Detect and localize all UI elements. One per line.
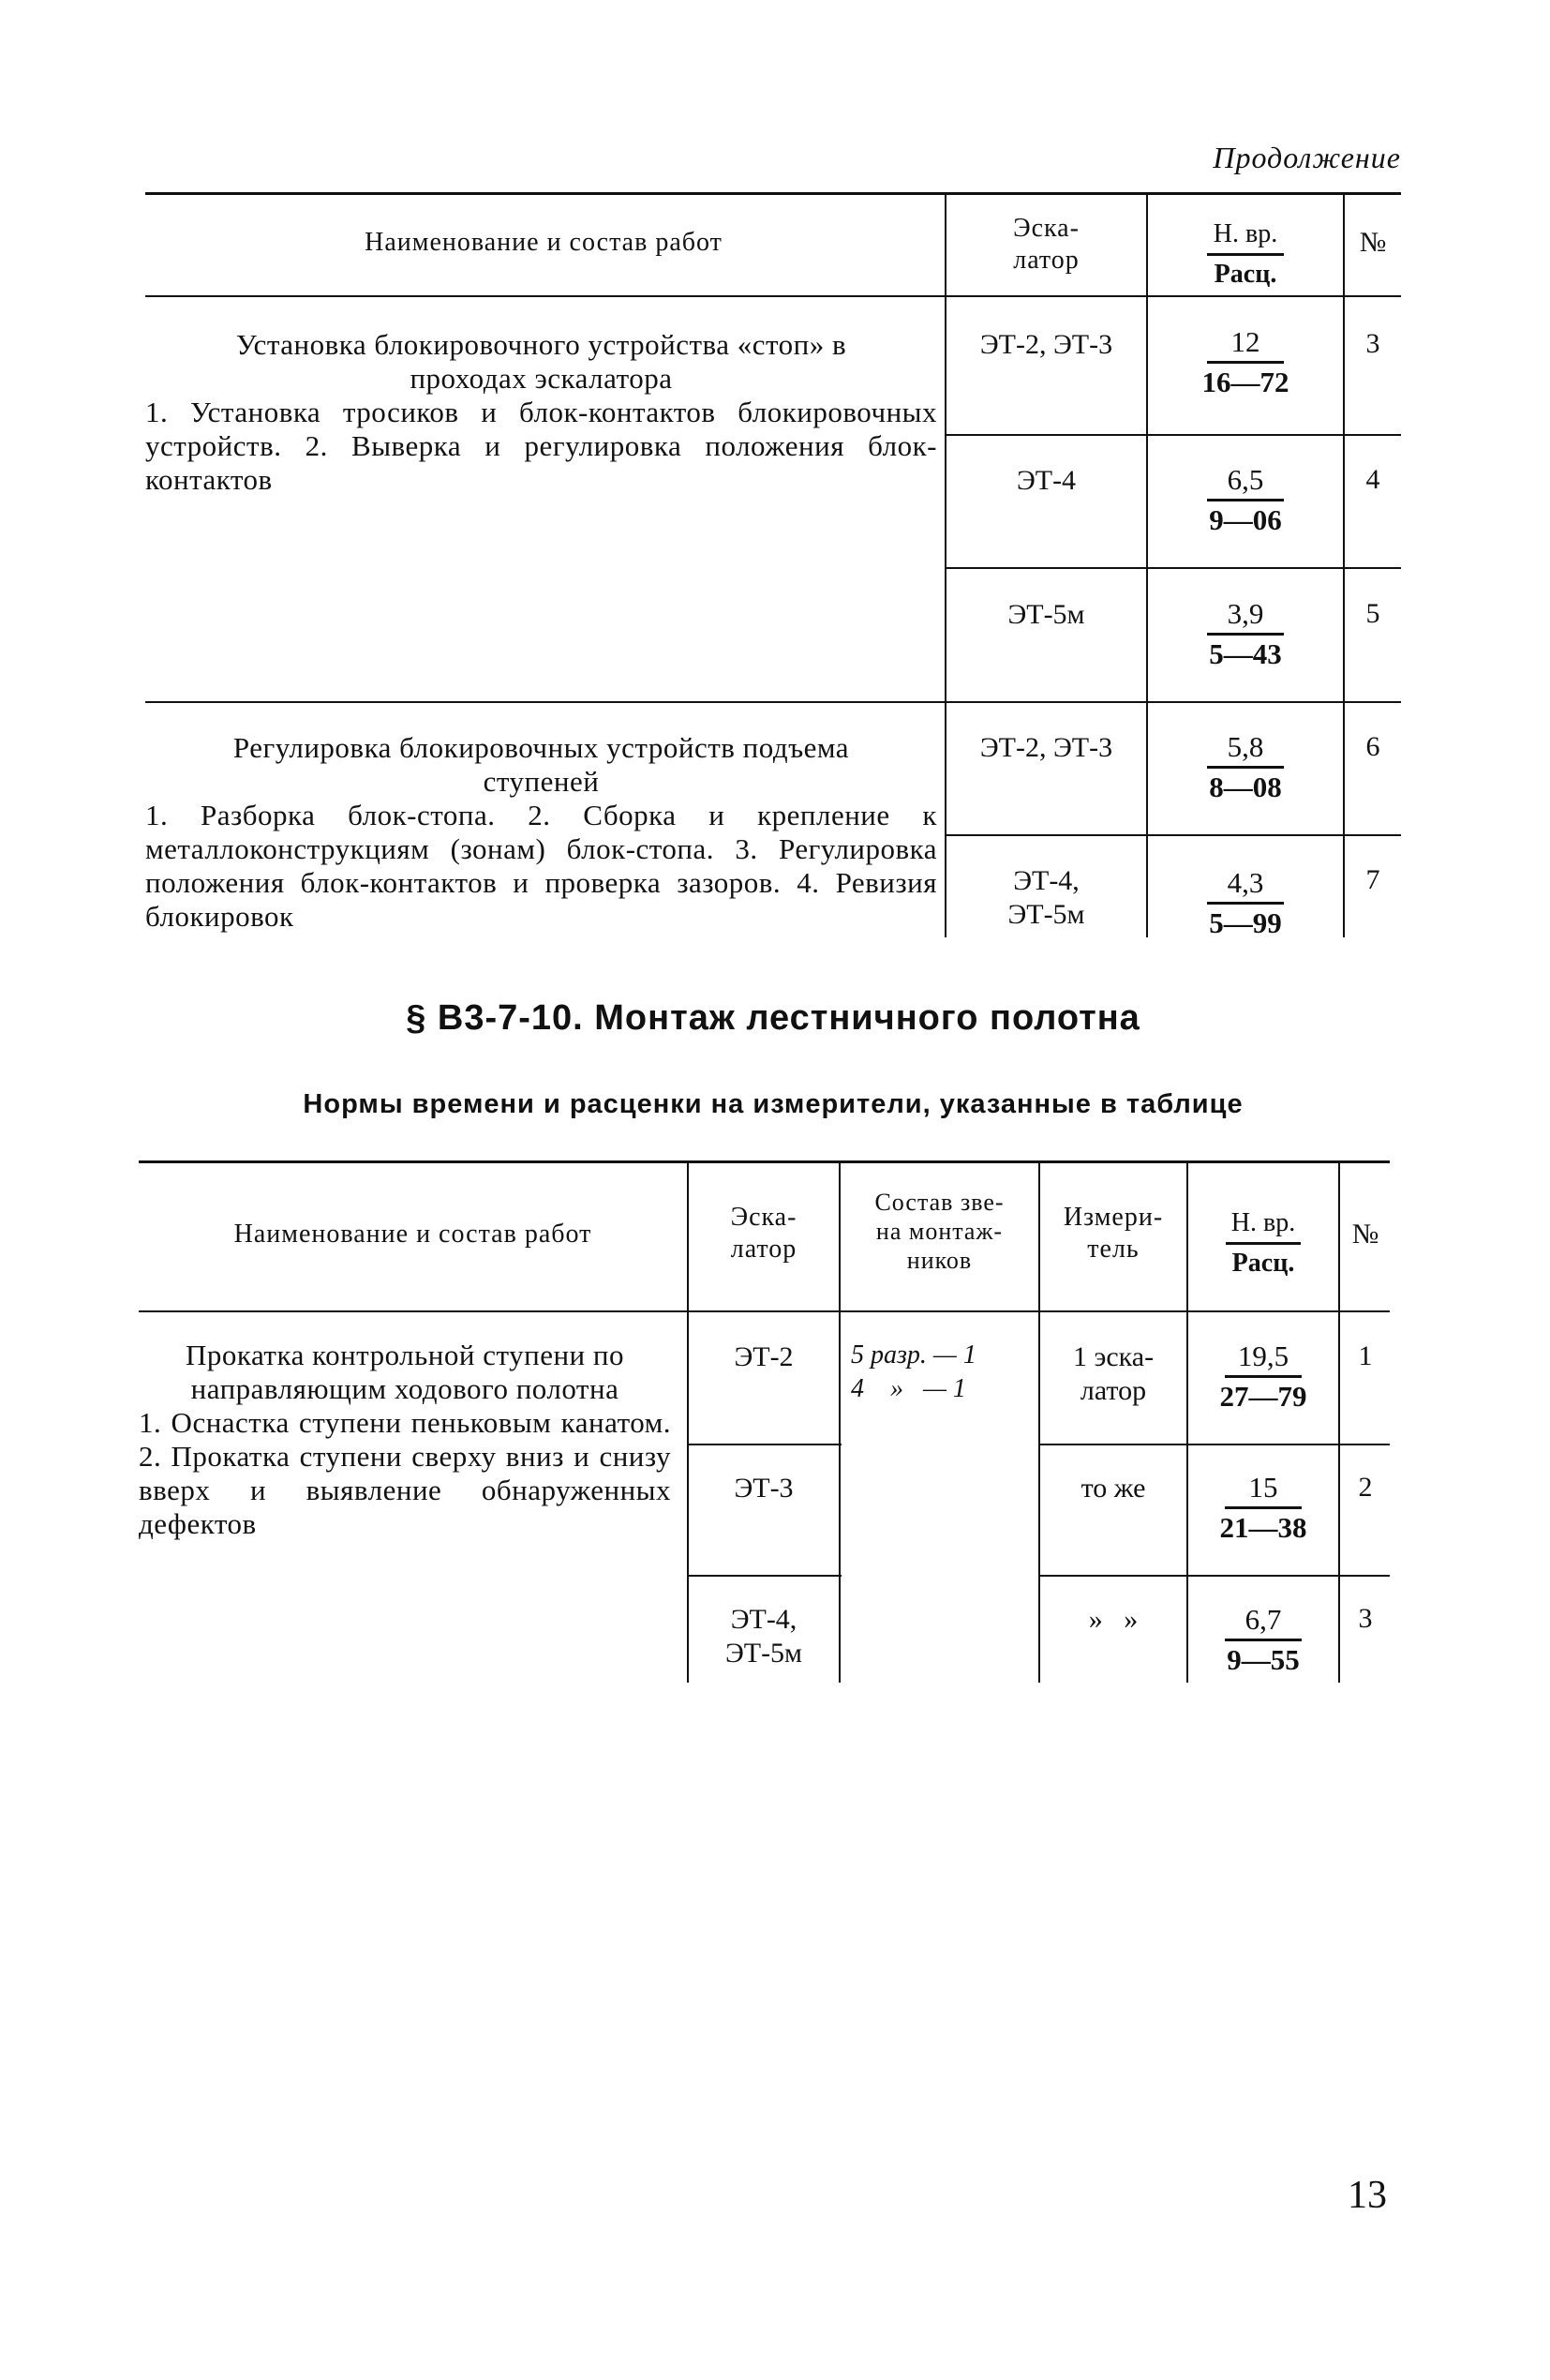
norm-time: 6,7 bbox=[1225, 1601, 1302, 1641]
row-number: 3 bbox=[1365, 328, 1380, 359]
norm-cell bbox=[1188, 1601, 1338, 1679]
norm-cell bbox=[1188, 1469, 1338, 1547]
norm-rate: 5—43 bbox=[1209, 637, 1282, 670]
continuation-label: Продолжение bbox=[1213, 141, 1401, 174]
norm-cell bbox=[1148, 864, 1343, 942]
norm-cell bbox=[1148, 323, 1343, 401]
section-heading: § В3-7-10. Монтаж лестничного полотна bbox=[406, 998, 1140, 1038]
header-escalator: Эска- латор bbox=[1013, 214, 1080, 275]
header-number: № bbox=[1351, 1219, 1379, 1250]
escalator-cell: ЭТ-3 bbox=[734, 1473, 794, 1504]
page-number: 13 bbox=[1348, 2174, 1387, 2217]
work-description-1 bbox=[145, 328, 937, 497]
norm-rate: 21—38 bbox=[1219, 1511, 1307, 1544]
escalator-cell: ЭТ-2, ЭТ-3 bbox=[979, 329, 1113, 360]
row-number: 1 bbox=[1358, 1340, 1373, 1371]
header-name: Наименование и состав работ bbox=[365, 228, 723, 257]
header-norm-bottom: Расц. bbox=[1214, 260, 1277, 289]
work-description-2 bbox=[145, 731, 937, 934]
header-norm-top: Н. вр. bbox=[1207, 216, 1284, 256]
crew-line-2: 4 » — 1 bbox=[851, 1374, 966, 1403]
escalator-cell: ЭТ-5м bbox=[1007, 599, 1085, 630]
norm-time: 15 bbox=[1225, 1469, 1302, 1509]
escalator-cell: ЭТ-4 bbox=[1016, 465, 1077, 496]
escalator-cell: ЭТ-4, ЭТ-5м bbox=[724, 1604, 803, 1669]
unit-cell: то же bbox=[1081, 1473, 1146, 1504]
norm-rate: 9—55 bbox=[1227, 1643, 1300, 1676]
header-norm-bottom: Расц. bbox=[1231, 1249, 1295, 1278]
row-number: 6 bbox=[1365, 731, 1380, 762]
row-number: 5 bbox=[1365, 598, 1380, 629]
norm-rate: 27—79 bbox=[1219, 1380, 1307, 1413]
norm-time: 4,3 bbox=[1207, 864, 1284, 905]
norm-rate: 5—99 bbox=[1209, 906, 1282, 939]
norm-rate: 16—72 bbox=[1201, 366, 1289, 398]
crew-composition bbox=[851, 1339, 1029, 1406]
work-composition: 1. Установка тросиков и блок-контактов блокировочных устройств. 2. Выверка и регулировка положения блок-контактов bbox=[145, 396, 937, 496]
norm-cell bbox=[1188, 1338, 1338, 1415]
norm-time: 6,5 bbox=[1207, 461, 1284, 501]
norm-time: 3,9 bbox=[1207, 595, 1284, 636]
header-number: № bbox=[1359, 227, 1387, 258]
work-title: Прокатка контрольной ступени по направляющим ходового полотна bbox=[186, 1339, 624, 1405]
row-number: 4 bbox=[1365, 464, 1380, 495]
work-title: Регулировка блокировочных устройств подъема ступеней bbox=[232, 731, 850, 798]
work-composition: 1. Оснастка ступени пеньковым канатом. 2. Прокатка ступени сверху вниз и снизу вверх и выявление обнаруженных дефектов bbox=[139, 1406, 671, 1540]
unit-cell: 1 эска- латор bbox=[1072, 1341, 1155, 1406]
crew-line-1: 5 разр. — 1 bbox=[851, 1340, 976, 1370]
escalator-cell: ЭТ-2 bbox=[734, 1341, 794, 1372]
section-subheading: Нормы времени и расценки на измерители, указанные в таблице bbox=[303, 1089, 1244, 1119]
escalator-cell: ЭТ-2, ЭТ-3 bbox=[979, 732, 1113, 763]
header-unit: Измери- тель bbox=[1063, 1203, 1164, 1264]
norm-cell bbox=[1148, 595, 1343, 673]
escalator-cell: ЭТ-4, ЭТ-5м bbox=[1007, 865, 1085, 930]
work-description-3 bbox=[139, 1339, 671, 1541]
header-escalator: Эска- латор bbox=[730, 1203, 797, 1264]
row-number: 2 bbox=[1358, 1472, 1373, 1503]
unit-cell: » » bbox=[1088, 1604, 1139, 1635]
header-norm-top: Н. вр. bbox=[1226, 1205, 1301, 1245]
row-number: 3 bbox=[1358, 1603, 1373, 1634]
norm-cell bbox=[1148, 728, 1343, 806]
header-norm bbox=[1188, 1205, 1338, 1282]
norm-rate: 8—08 bbox=[1209, 771, 1282, 803]
norm-cell bbox=[1148, 461, 1343, 539]
row-number: 7 bbox=[1365, 864, 1380, 895]
norm-time: 5,8 bbox=[1207, 728, 1284, 769]
norm-time: 19,5 bbox=[1225, 1338, 1302, 1378]
header-name: Наименование и состав работ bbox=[233, 1220, 592, 1249]
norm-time: 12 bbox=[1207, 323, 1284, 364]
header-crew: Состав зве- на монтаж- ников bbox=[874, 1189, 1005, 1274]
header-norm bbox=[1148, 216, 1343, 293]
work-composition: 1. Разборка блок-стопа. 2. Сборка и крепление к металлоконструкциям (зонам) блок-стопа. 3. Регулировка положения блок-контактов и проверка зазоров. 4. Ревизия блокировок bbox=[145, 799, 937, 933]
work-title: Установка блокировочного устройства «стоп» в проходах эскалатора bbox=[235, 328, 847, 395]
norm-rate: 9—06 bbox=[1209, 503, 1282, 536]
